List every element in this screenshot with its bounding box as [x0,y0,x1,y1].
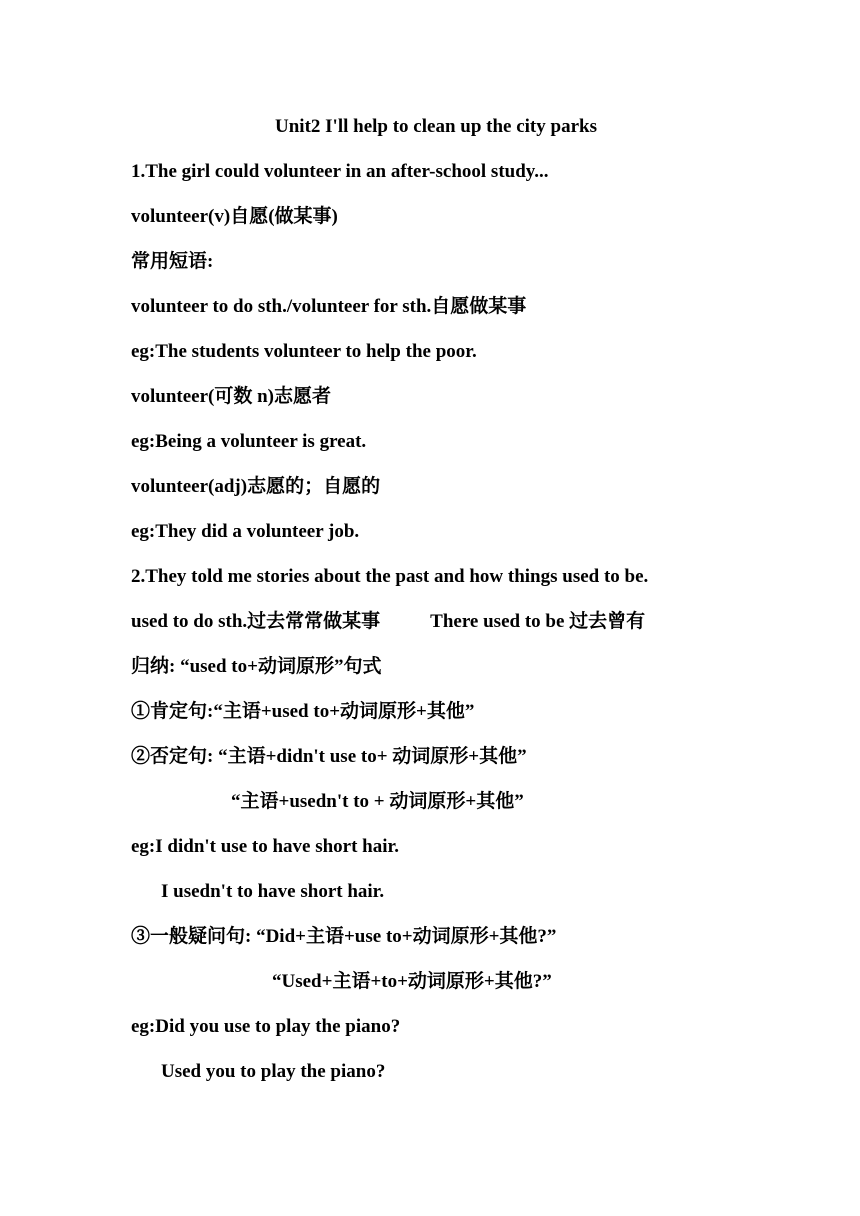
there-used-to-be-definition: There used to be 过去曾有 [430,611,646,632]
example-question: eg:Did you use to play the piano? [131,1016,401,1037]
affirmative-pattern: ①肯定句:“主语+used to+动词原形+其他” [131,701,475,722]
question-pattern: ③一般疑问句: “Did+主语+use to+动词原形+其他?” [131,926,557,947]
volunteer-adj-definition: volunteer(adj)志愿的；自愿的 [131,476,381,497]
sentence-1-heading: 1.The girl could volunteer in an after-school study... [131,161,549,182]
used-to-phrase-row [131,608,645,636]
example-question-alt: Used you to play the piano? [161,1061,386,1082]
used-to-do-definition: used to do sth.过去常常做某事 [131,611,381,632]
sentence-2-heading: 2.They told me stories about the past and how things used to be. [131,566,649,587]
volunteer-phrase: volunteer to do sth./volunteer for sth.自愿做某事 [131,296,527,317]
volunteer-verb-definition: volunteer(v)自愿(做某事) [131,206,338,227]
document-title: Unit2 I'll help to clean up the city parks [275,116,597,137]
summary-heading: 归纳: “used to+动词原形”句式 [131,656,382,677]
common-phrases-label: 常用短语: [131,251,214,272]
example-noun: eg:Being a volunteer is great. [131,431,367,452]
example-adj: eg:They did a volunteer job. [131,521,360,542]
negative-pattern: ②否定句: “主语+didn't use to+ 动词原形+其他” [131,746,527,767]
volunteer-noun-definition: volunteer(可数 n)志愿者 [131,386,332,407]
negative-pattern-alt: “主语+usedn't to + 动词原形+其他” [231,791,524,812]
example-negative-alt: I usedn't to have short hair. [161,881,385,902]
question-pattern-alt: “Used+主语+to+动词原形+其他?” [272,971,552,992]
example-verb: eg:The students volunteer to help the poor. [131,341,477,362]
example-negative: eg:I didn't use to have short hair. [131,836,399,857]
